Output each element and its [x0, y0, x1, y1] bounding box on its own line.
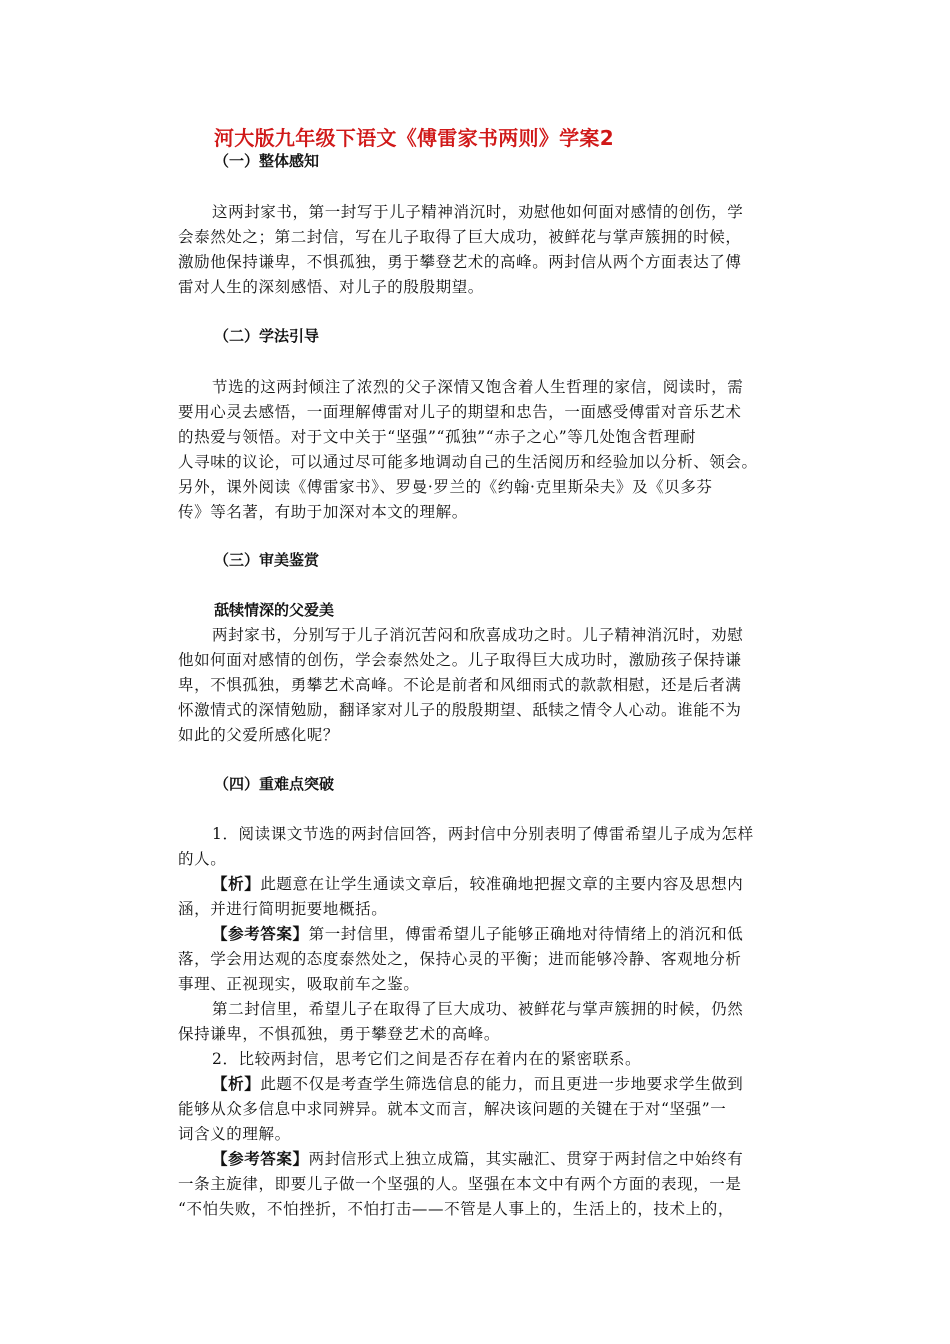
answer-1-line: 落，学会用达观的态度泰然处之，保持心灵的平衡；进而能够冷静、客观地分析	[178, 950, 742, 968]
question-1-line: 的人。	[178, 850, 227, 868]
answer-2-line: 一条主旋律，即要儿子做一个坚强的人。坚强在本文中有两个方面的表现，一是	[178, 1175, 742, 1193]
text-line: 雷对人生的深刻感悟、对儿子的殷殷期望。	[178, 278, 484, 296]
answer-1b-line: 保持谦卑，不惧孤独，勇于攀登艺术的高峰。	[178, 1025, 501, 1043]
paragraph-method	[178, 375, 766, 525]
paragraph-overall	[178, 200, 766, 300]
subheading-fatherly-love: 舐犊情深的父爱美	[214, 601, 335, 619]
answer-2-line: “不怕失败，不怕挫折，不怕打击——不管是人事上的，生活上的，技术上的，	[178, 1200, 734, 1218]
analysis-1-line: 【析】此题意在让学生通读文章后，较准确地把握文章的主要内容及思想内	[212, 875, 744, 893]
section-heading-key-points: （四）重难点突破	[214, 775, 335, 793]
analysis-2-line: 词含义的理解。	[178, 1125, 291, 1143]
answer-tag: 【参考答案】	[212, 1150, 309, 1168]
answer-1b-line: 第二封信里，希望儿子在取得了巨大成功、被鲜花与掌声簇拥的时候，仍然	[212, 1000, 744, 1018]
section-heading-aesthetic: （三）审美鉴赏	[214, 551, 320, 569]
qa-block	[178, 822, 766, 1222]
paragraph-aesthetic	[178, 623, 766, 748]
text-line: 怀激情式的深情勉励，翻译家对儿子的殷殷期望、舐犊之情令人心动。谁能不为	[178, 701, 742, 719]
text-line: 卑，不惧孤独，勇攀艺术高峰。不论是前者和风细雨式的款款相慰，还是后者满	[178, 676, 742, 694]
section-heading-method: （二）学法引导	[214, 327, 320, 345]
analysis-2-line: 【析】此题不仅是考查学生筛选信息的能力，而且更进一步地要求学生做到	[212, 1075, 744, 1093]
analysis-1-line: 涵，并进行简明扼要地概括。	[178, 900, 388, 918]
text-line: 节选的这两封倾注了浓烈的父子深情又饱含着人生哲理的家信，阅读时，需	[212, 378, 744, 396]
analysis-tag: 【析】	[212, 875, 261, 893]
text-line: 两封家书，分别写于儿子消沉苦闷和欣喜成功之时。儿子精神消沉时，劝慰	[212, 626, 744, 644]
answer-1-line: 事理、正视现实，吸取前车之鉴。	[178, 975, 420, 993]
text-line: 这两封家书，第一封写于儿子精神消沉时，劝慰他如何面对感情的创伤，学	[212, 203, 744, 221]
text-line: 另外，课外阅读《傅雷家书》、罗曼·罗兰的《约翰·克里斯朵夫》及《贝多芬	[178, 478, 713, 496]
text-line: 要用心灵去感悟，一面理解傅雷对儿子的期望和忠告，一面感受傅雷对音乐艺术	[178, 403, 742, 421]
text-line: 人寻味的议论，可以通过尽可能多地调动自己的生活阅历和经验加以分析、领会。	[178, 453, 758, 471]
answer-1-line: 【参考答案】第一封信里，傅雷希望儿子能够正确地对待情绪上的消沉和低	[212, 925, 744, 943]
analysis-tag: 【析】	[212, 1075, 261, 1093]
question-2-line: 2．比较两封信，思考它们之间是否存在着内在的紧密联系。	[212, 1050, 642, 1068]
text-line: 会泰然处之；第二封信，写在儿子取得了巨大成功，被鲜花与掌声簇拥的时候，	[178, 228, 742, 246]
text-line: 他如何面对感情的创伤，学会泰然处之。儿子取得巨大成功时，激励孩子保持谦	[178, 651, 742, 669]
text-line: 激励他保持谦卑，不惧孤独，勇于攀登艺术的高峰。两封信从两个方面表达了傅	[178, 253, 742, 271]
text-line: 如此的父爱所感化呢？	[178, 726, 340, 744]
analysis-2-line: 能够从众多信息中求同辨异。就本文而言，解决该问题的关键在于对“坚强”一	[178, 1100, 727, 1118]
section-heading-overall: （一）整体感知	[214, 152, 320, 170]
text-line: 传》等名著，有助于加深对本文的理解。	[178, 503, 468, 521]
text-line: 的热爱与领悟。对于文中关于“坚强”“孤独”“赤子之心”等几处饱含哲理耐	[178, 428, 697, 446]
question-1-line: 1．阅读课文节选的两封信回答，两封信中分别表明了傅雷希望儿子成为怎样	[212, 825, 754, 843]
answer-2-line: 【参考答案】两封信形式上独立成篇，其实融汇、贯穿于两封信之中始终有	[212, 1150, 744, 1168]
answer-tag: 【参考答案】	[212, 925, 309, 943]
document-title: 河大版九年级下语文《傅雷家书两则》学案2	[214, 126, 614, 150]
